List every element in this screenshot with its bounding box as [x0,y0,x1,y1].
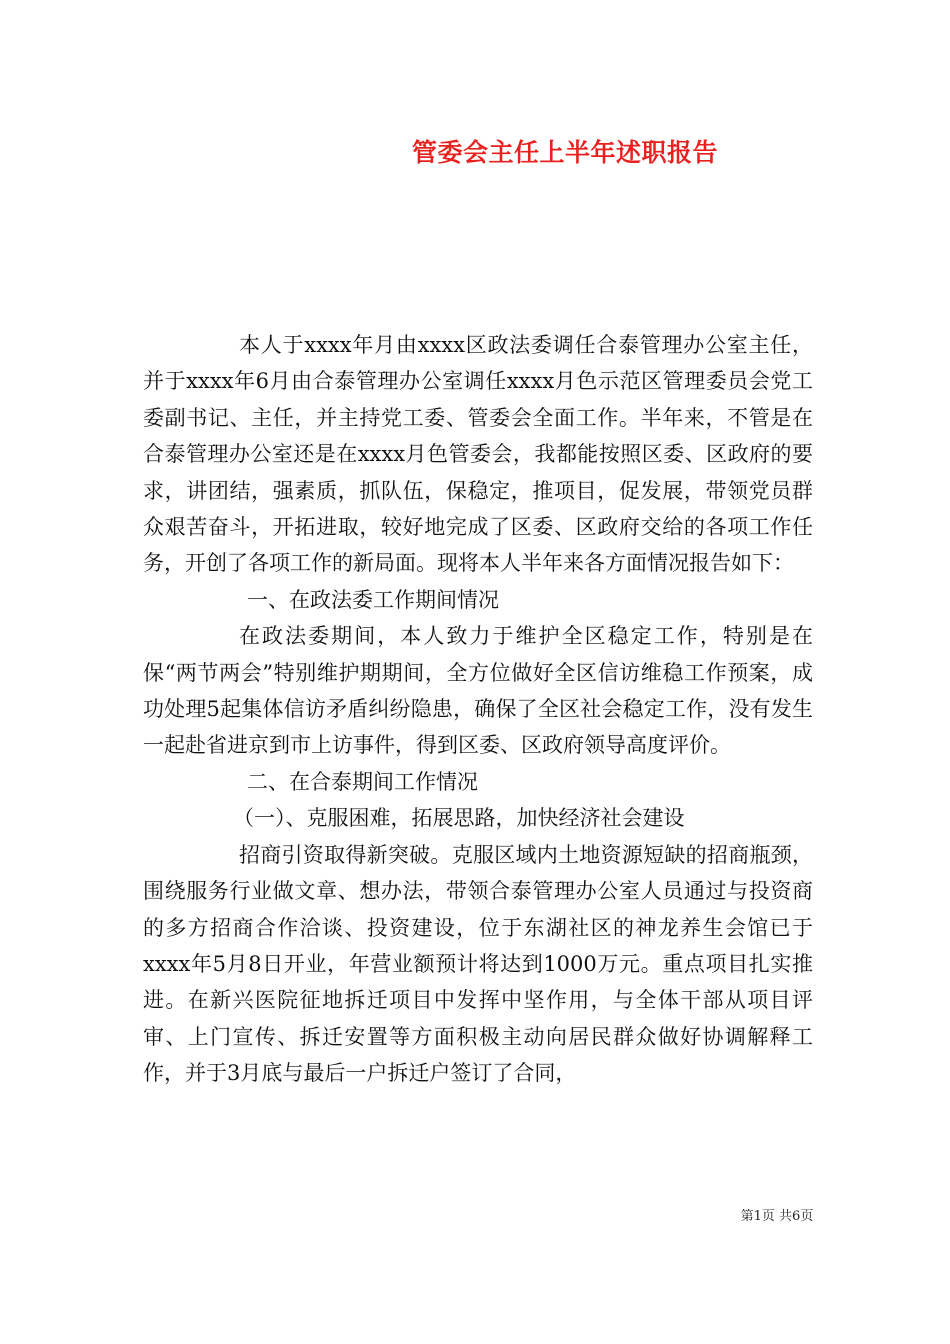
section-heading-1: 一、在政法委工作期间情况 [247,587,499,612]
section-heading-2: 二、在合泰期间工作情况 [247,769,478,794]
document-title: 管委会主任上半年述职报告 [411,138,718,167]
document-body [143,327,813,1092]
paragraph-intro: 本人于xxxx年月由xxxx区政法委调任合泰管理办公室主任，并于xxxx年6月由合泰管理办公室调任xxxx月色示范区管理委员会党工委副书记、主任，并主持党工委、管委会全面工作。半年来，不管是在合泰管理办公室还是在xxxx月色管委会，我都能按照区委、区政府的要求，讲团结，强素质，抓队伍，保稳定，推项目，促发展，带领党员群众艰苦奋斗，开拓进取，较好地完成了区委、区政府交给的各项工作任务，开创了各项工作的新局面。现将本人半年来各方面情况报告如下： [143,333,813,576]
subsection-heading-2-1: （一）、克服困难，拓展思路，加快经济社会建设 [233,806,685,831]
paragraph-section-1: 在政法委期间，本人致力于维护全区稳定工作，特别是在保“两节两会”特别维护期期间，全方位做好全区信访维稳工作预案，成功处理5起集体信访矛盾纠纷隐患，确保了全区社会稳定工作，没有发生一起赴省进京到市上访事件，得到区委、区政府领导高度评价。 [143,624,813,758]
paragraph-section-2-1: 招商引资取得新突破。克服区域内土地资源短缺的招商瓶颈，围绕服务行业做文章、想办法，带领合泰管理办公室人员通过与投资商的多方招商合作洽谈、投资建设，位于东湖社区的神龙养生会馆已于xxxx年5月8日开业，年营业额预计将达到1000万元。重点项目扎实推进。在新兴医院征地拆迁项目中发挥中坚作用，与全体干部从项目评审、上门宣传、拆迁安置等方面积极主动向居民群众做好协调解释工作，并于3月底与最后一户拆迁户签订了合同， [143,842,813,1086]
page-number: 第1页 共6页 [740,1209,814,1224]
